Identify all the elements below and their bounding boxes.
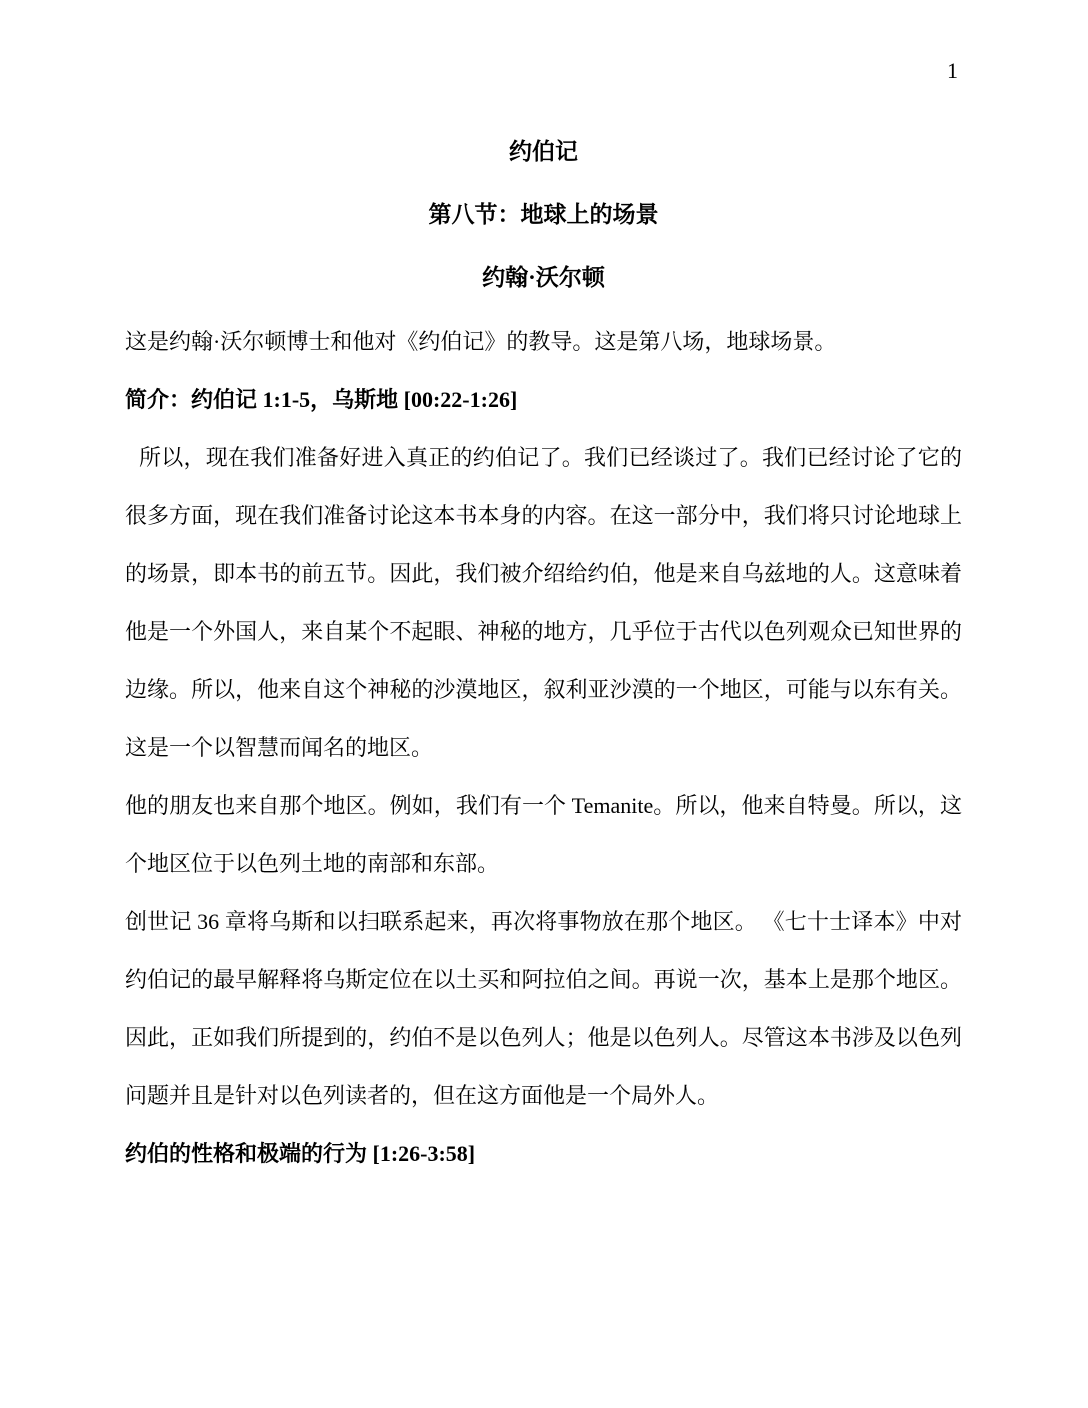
- document-title: 约伯记: [509, 139, 578, 164]
- document-header: [125, 120, 962, 309]
- body-paragraph: 创世记 36 章将乌斯和以扫联系起来，再次将事物放在那个地区。 《七十士译本》中对约伯记的最早解释将乌斯定位在以土买和阿拉伯之间。再说一次，基本上是那个地区。因此，正如我们所提到的，约伯不是以色列人；他是以色列人。尽管这本书涉及以色列问题并且是针对以色列读者的，但在这方面他是一个局外人。: [125, 909, 962, 1108]
- document-subtitle: 第八节：地球上的场景: [428, 202, 659, 227]
- section-heading-intro: 简介：约伯记 1:1-5，乌斯地 [00:22-1:26]: [125, 387, 518, 412]
- body-paragraph: 所以，现在我们准备好进入真正的约伯记了。我们已经谈过了。我们已经讨论了它的很多方面，现在我们准备讨论这本书本身的内容。在这一部分中，我们将只讨论地球上的场景，即本书的前五节。因此，我们被介绍给约伯，他是来自乌兹地的人。这意味着他是一个外国人，来自某个不起眼、神秘的地方，几乎位于古代以色列观众已知世界的边缘。所以，他来自这个神秘的沙漠地区，叙利亚沙漠的一个地区，可能与以东有关。这是一个以智慧而闻名的地区。: [125, 445, 962, 760]
- intro-paragraph: 这是约翰·沃尔顿博士和他对《约伯记》的教导。这是第八场，地球场景。: [125, 329, 837, 354]
- body-paragraph: 他的朋友也来自那个地区。例如，我们有一个 Temanite。所以，他来自特曼。所以，这个地区位于以色列土地的南部和东部。: [125, 793, 962, 876]
- page-number: 1: [947, 58, 958, 83]
- section-heading-character: 约伯的性格和极端的行为 [1:26-3:58]: [125, 1141, 476, 1166]
- document-author: 约翰·沃尔顿: [482, 265, 605, 290]
- document-body: [125, 313, 962, 1183]
